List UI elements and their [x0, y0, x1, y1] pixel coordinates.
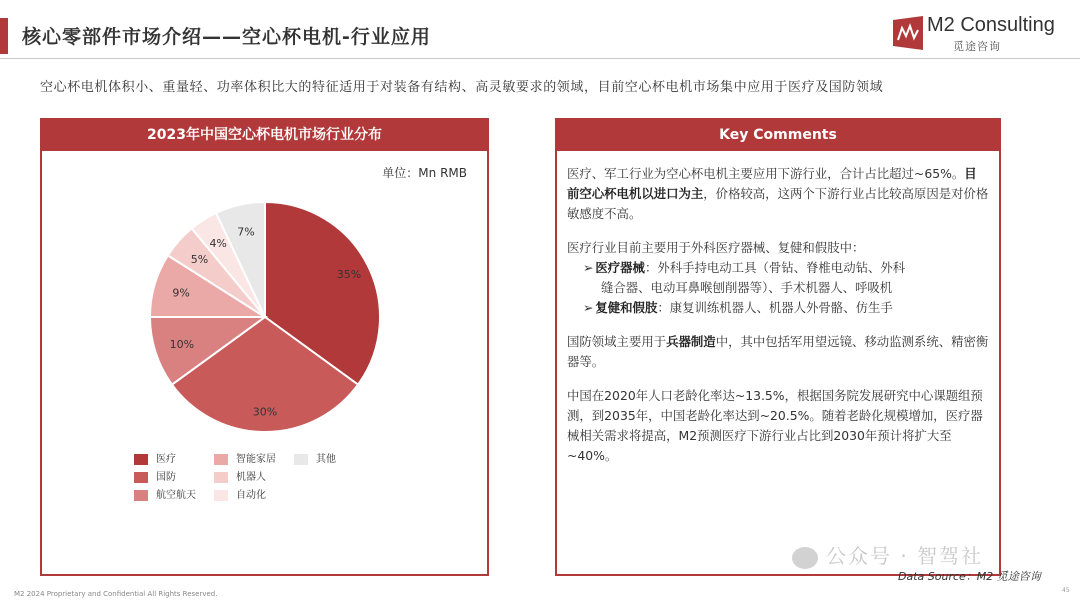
- bullet-rehab: [567, 300, 893, 315]
- wechat-icon: [792, 547, 818, 569]
- legend-swatch: [134, 454, 148, 465]
- legend-swatch: [134, 490, 148, 501]
- bullet-medical-devices: [567, 260, 905, 275]
- comment-paragraph-1: [567, 164, 989, 224]
- legend-item: [134, 450, 176, 465]
- bullet-2-bold: 复健和假肢: [595, 300, 658, 315]
- bullet-2-text: ：康复训练机器人、机器人外骨骼、仿生手: [657, 300, 893, 315]
- comment-1-tail: ，价格较高，这两个下游行业占比较高原因是对价格敏感度不高。: [567, 186, 989, 221]
- chart-unit-label: 单位：Mn RMB: [382, 166, 467, 180]
- pie-label-5: 4%: [209, 237, 227, 251]
- comment-3-pre: 国防领域主要用于: [567, 334, 667, 349]
- data-source: Data Source：M2 觅途咨询: [898, 570, 1041, 583]
- comment-paragraph-4: 中国在2020年人口老龄化率达~13.5%，根据国务院发展研究中心课题组预测，到2035年，中国老龄化率达到~20.5%。随着老龄化规模增加，医疗器械相关需求将提高，M2预测医疗下游行业占比到2030年预计将扩大至~40%。: [567, 388, 983, 463]
- chart-panel-title: 2023年中国空心杯电机市场行业分布: [42, 120, 487, 151]
- legend-item: [134, 468, 176, 483]
- copyright-footer: M2 2024 Proprietary and Confidential All Rights Reserved.: [14, 590, 218, 598]
- bullet-1-continuation: 缝合器、电动耳鼻喉刨削器等）、手术机器人、呼吸机: [601, 280, 893, 295]
- comment-3-bold: 兵器制造: [666, 334, 716, 349]
- comment-paragraph-2: [567, 238, 989, 318]
- watermark-text: 公众号 · 智驾社: [826, 544, 984, 568]
- legend-swatch: [134, 472, 148, 483]
- page-title: 核心零部件市场介绍——空心杯电机-行业应用: [22, 26, 431, 48]
- legend-swatch: [214, 472, 228, 483]
- logo-text: M2 Consulting: [927, 14, 1055, 36]
- comment-1-bold: 目前空心杯电机以进口为主: [567, 166, 977, 201]
- comment-3-tail: 中，其中包括军用望远镜、移动监测系统、精密衡器等。: [567, 334, 989, 369]
- legend-item: [214, 486, 266, 501]
- title-divider: [0, 58, 1080, 59]
- intro-text: 空心杯电机体积小、重量轻、功率体积比大的特征适用于对装备有结构、高灵敏要求的领域，目前空心杯电机市场集中应用于医疗及国防领域: [40, 80, 884, 95]
- legend-label: 医疗: [156, 454, 176, 465]
- legend-item: [214, 450, 276, 465]
- page-number: 45: [1062, 587, 1070, 594]
- legend-label: 国防: [156, 472, 176, 483]
- arrow-bullet-icon: ➢: [583, 300, 594, 315]
- comments-panel-title: Key Comments: [557, 120, 999, 151]
- pie-label-4: 5%: [190, 253, 209, 267]
- title-accent-bar: [0, 18, 8, 54]
- legend-item: [134, 486, 196, 501]
- comment-1-text: 医疗、军工行业为空心杯电机主要应用下游行业，合计占比超过~65%。: [567, 166, 965, 181]
- wechat-watermark: [792, 540, 983, 569]
- pie-label-0: 35%: [336, 268, 362, 282]
- bullet-1-text: ：外科手持电动工具（骨钻、脊椎电动钻、外科: [644, 260, 906, 275]
- legend-item: [214, 468, 266, 483]
- legend-label: 智能家居: [236, 454, 276, 465]
- pie-label-6: 7%: [237, 225, 255, 239]
- logo-subtitle: 觅途咨询: [953, 40, 1001, 53]
- pie-label-2: 10%: [169, 338, 195, 352]
- pie-label-1: 30%: [252, 405, 278, 419]
- legend-item: [294, 450, 336, 465]
- legend-swatch: [214, 454, 228, 465]
- legend-label: 机器人: [236, 472, 266, 483]
- m2-logo-icon: [893, 16, 923, 50]
- comment-paragraph-3: [567, 332, 989, 372]
- legend-swatch: [294, 454, 308, 465]
- legend-label: 其他: [316, 454, 336, 465]
- key-comments: [567, 164, 989, 480]
- comments-panel: [555, 118, 1001, 576]
- arrow-bullet-icon: ➢: [583, 260, 594, 275]
- pie-label-3: 9%: [172, 286, 190, 300]
- chart-panel: [40, 118, 489, 576]
- comment-2-intro: 医疗行业目前主要用于外科医疗器械、复健和假肢中：: [567, 240, 865, 255]
- legend-label: 自动化: [236, 490, 266, 501]
- legend-label: 航空航天: [156, 490, 196, 501]
- company-logo: [893, 12, 1073, 56]
- pie-chart: [140, 192, 390, 442]
- legend-swatch: [214, 490, 228, 501]
- bullet-1-bold: 医疗器械: [595, 260, 645, 275]
